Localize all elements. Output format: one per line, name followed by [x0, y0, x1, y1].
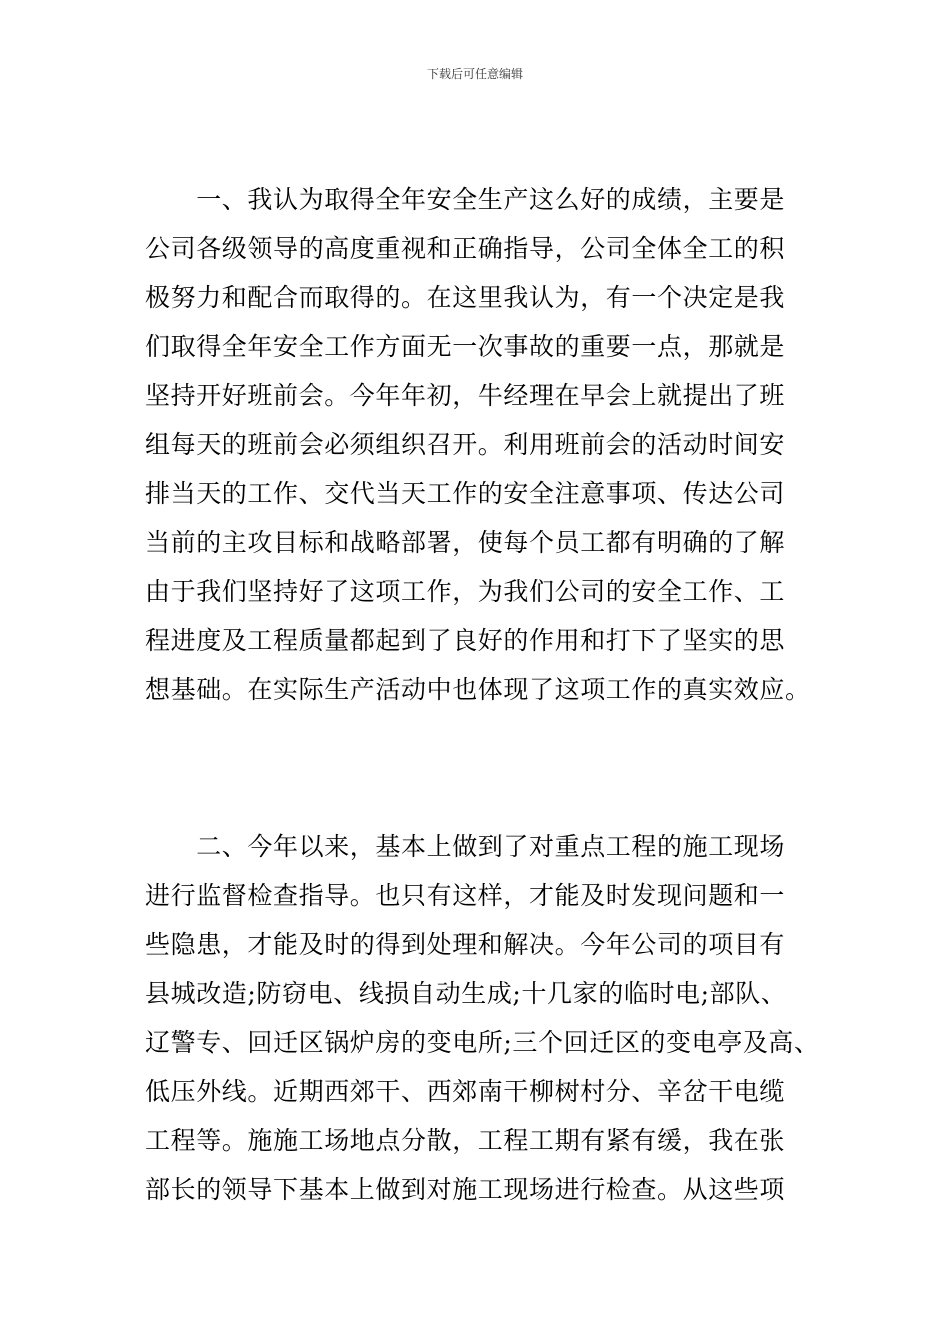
page-header-note: 下载后可任意编辑: [426, 67, 523, 81]
document-page: 下载后可任意编辑 一、我认为取得全年安全生产这么好的成绩，主要是 公司各级领导的高度重视和正确指导，公司全体全工的积 极努力和配合而取得的。在这里我认为，有一个决定是我 们取得全年安全工作方面无一次事故的重要一点，那就是 坚持开好班前会。今年年初，牛经理在早会上就提出了班 组每天的班前会必须组织召开。利用班前会的活动时间安 排当天的工作、交代当天工作的安全注意事项、传达公司 当前的主攻目标和战略部署，使每个员工都有明确的了解 由于我们坚持好了这项工作，为我们公司的安全工作、工 程进度及工程质量都起到了良好的作用和打下了坚实的思 想基础。在实际生产活动中也体现了这项工作的真实效应。 二、今年以来，基本上做到了对重点工程的施工现场 进行监督检查指导。也只有这样，才能及时发现问题和一 些隐患，才能及时的得到处理和解决。今年公司的项目有 县城改造;防窃电、线损自动生成;十几家的临时电;部队、 辽警专、回迁区锅炉房的变电所;三个回迁区的变电亭及高、 低压外线。近期西郊干、西郊南干柳树村分、辛岔干电缆 工程等。施施工场地点分散，工程工期有紧有缓，我在张 部长的领导下基本上做到对施工现场进行检查。从这些项: [0, 0, 950, 1344]
